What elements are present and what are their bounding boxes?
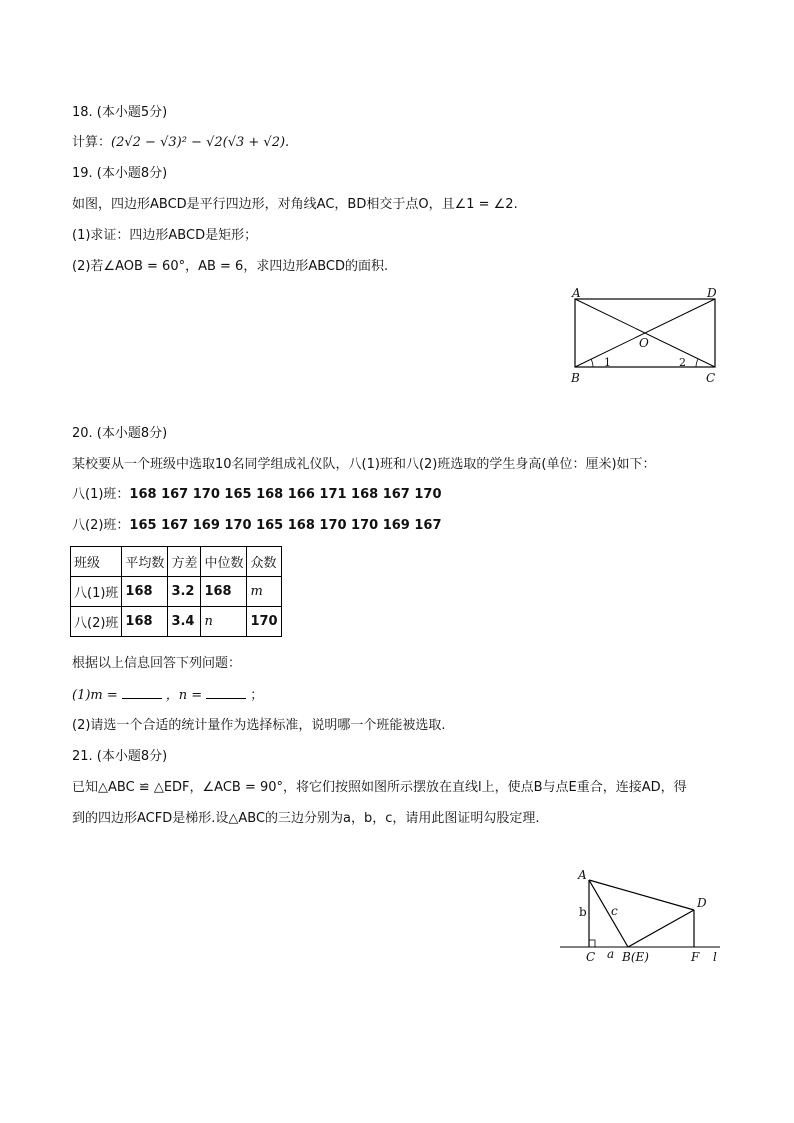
q19-part1: (1)求证：四边形ABCD是矩形；	[72, 228, 258, 243]
label-b: b	[579, 905, 587, 919]
q20-stem: 某校要从一个班级中选取10名同学组成礼仪队，八(1)班和八(2)班选取的学生身高(单位：厘米)如下：	[72, 457, 656, 472]
q21-header: 21. (本小题8分)	[72, 749, 168, 764]
label-c-point: C	[586, 950, 596, 964]
label-f: F	[691, 950, 700, 964]
label-angle-2: 2	[679, 356, 686, 369]
label-d: D	[707, 286, 717, 300]
cell-mode: m	[247, 577, 281, 607]
label-o: O	[639, 336, 649, 350]
q21-trapezoid-figure	[560, 868, 730, 968]
segment-ad	[589, 880, 694, 910]
q20-instruction: 根据以上信息回答下列问题：	[72, 656, 242, 671]
label-b: B	[571, 371, 580, 385]
q19-header: 19. (本小题8分)	[72, 166, 168, 181]
table-row	[71, 607, 282, 637]
label-a: A	[578, 868, 587, 882]
label-c: C	[706, 371, 716, 385]
q20-class1-label: 八(1)班：	[72, 487, 130, 502]
header-variance: 方差	[168, 547, 201, 577]
label-angle-1: 1	[604, 356, 611, 369]
header-mean: 平均数	[122, 547, 168, 577]
q21-line1: 已知△ABC ≌ △EDF，∠ACB = 90°，将它们按照如图所示摆放在直线l上，使点B与点E重合，连接AD，得	[72, 780, 687, 795]
q20-part1-m: (1)m =	[72, 688, 118, 703]
cell-variance: 3.4	[168, 607, 201, 637]
cell-median: n	[201, 607, 247, 637]
label-l: l	[713, 950, 717, 964]
q19-part2: (2)若∠AOB = 60°，AB = 6，求四边形ABCD的面积.	[72, 259, 389, 274]
answer-blank-n[interactable]	[206, 686, 246, 699]
angle-2-arc	[696, 359, 698, 367]
answer-blank-m[interactable]	[122, 686, 162, 699]
label-a: A	[572, 286, 581, 300]
q20-class2-line	[72, 517, 442, 535]
q21-line2: 到的四边形ACFD是梯形.设△ABC的三边分别为a，b，c，请用此图证明勾股定理.	[72, 811, 540, 826]
cell-mode: 170	[247, 607, 281, 637]
label-b-e: B(E)	[622, 950, 649, 964]
right-angle-mark	[589, 940, 595, 947]
header-class: 班级	[71, 547, 122, 577]
cell-class: 八(1)班	[71, 577, 122, 607]
q18-question	[72, 134, 289, 152]
q20-part2: (2)请选一个合适的统计量作为选择标准，说明哪一个班能被选取.	[72, 718, 446, 733]
side-bd	[628, 910, 694, 947]
q18-expression: (2√2 − √3)² − √2(√3 + √2).	[111, 135, 290, 150]
label-c: c	[611, 904, 618, 918]
angle-1-arc	[591, 359, 593, 367]
q19-rectangle-figure	[568, 284, 728, 384]
cell-class: 八(2)班	[71, 607, 122, 637]
q20-class2-label: 八(2)班：	[72, 518, 130, 533]
label-d: D	[697, 896, 707, 910]
q20-header: 20. (本小题8分)	[72, 426, 168, 441]
cell-median: 168	[201, 577, 247, 607]
q20-class2-data: 165 167 169 170 165 168 170 170 169 167	[129, 518, 442, 533]
q18-prefix: 计算：	[72, 135, 112, 150]
q18-header: 18. (本小题5分)	[72, 105, 168, 120]
table-row	[71, 577, 282, 607]
cell-mean: 168	[122, 577, 168, 607]
cell-mean: 168	[122, 607, 168, 637]
q20-stats-table	[70, 546, 282, 637]
q19-stem: 如图，四边形ABCD是平行四边形，对角线AC，BD相交于点O，且∠1 = ∠2.	[72, 197, 518, 212]
label-a-side: a	[607, 947, 615, 961]
cell-variance: 3.2	[168, 577, 201, 607]
header-mode: 众数	[247, 547, 281, 577]
q20-part1	[72, 686, 263, 705]
q20-class1-line	[72, 486, 442, 504]
header-median: 中位数	[201, 547, 247, 577]
q20-part1-end: ；	[250, 688, 264, 703]
q20-part1-n: ，n =	[165, 688, 203, 703]
table-header-row	[71, 547, 282, 577]
q20-class1-data: 168 167 170 165 168 166 171 168 167 170	[129, 487, 442, 502]
